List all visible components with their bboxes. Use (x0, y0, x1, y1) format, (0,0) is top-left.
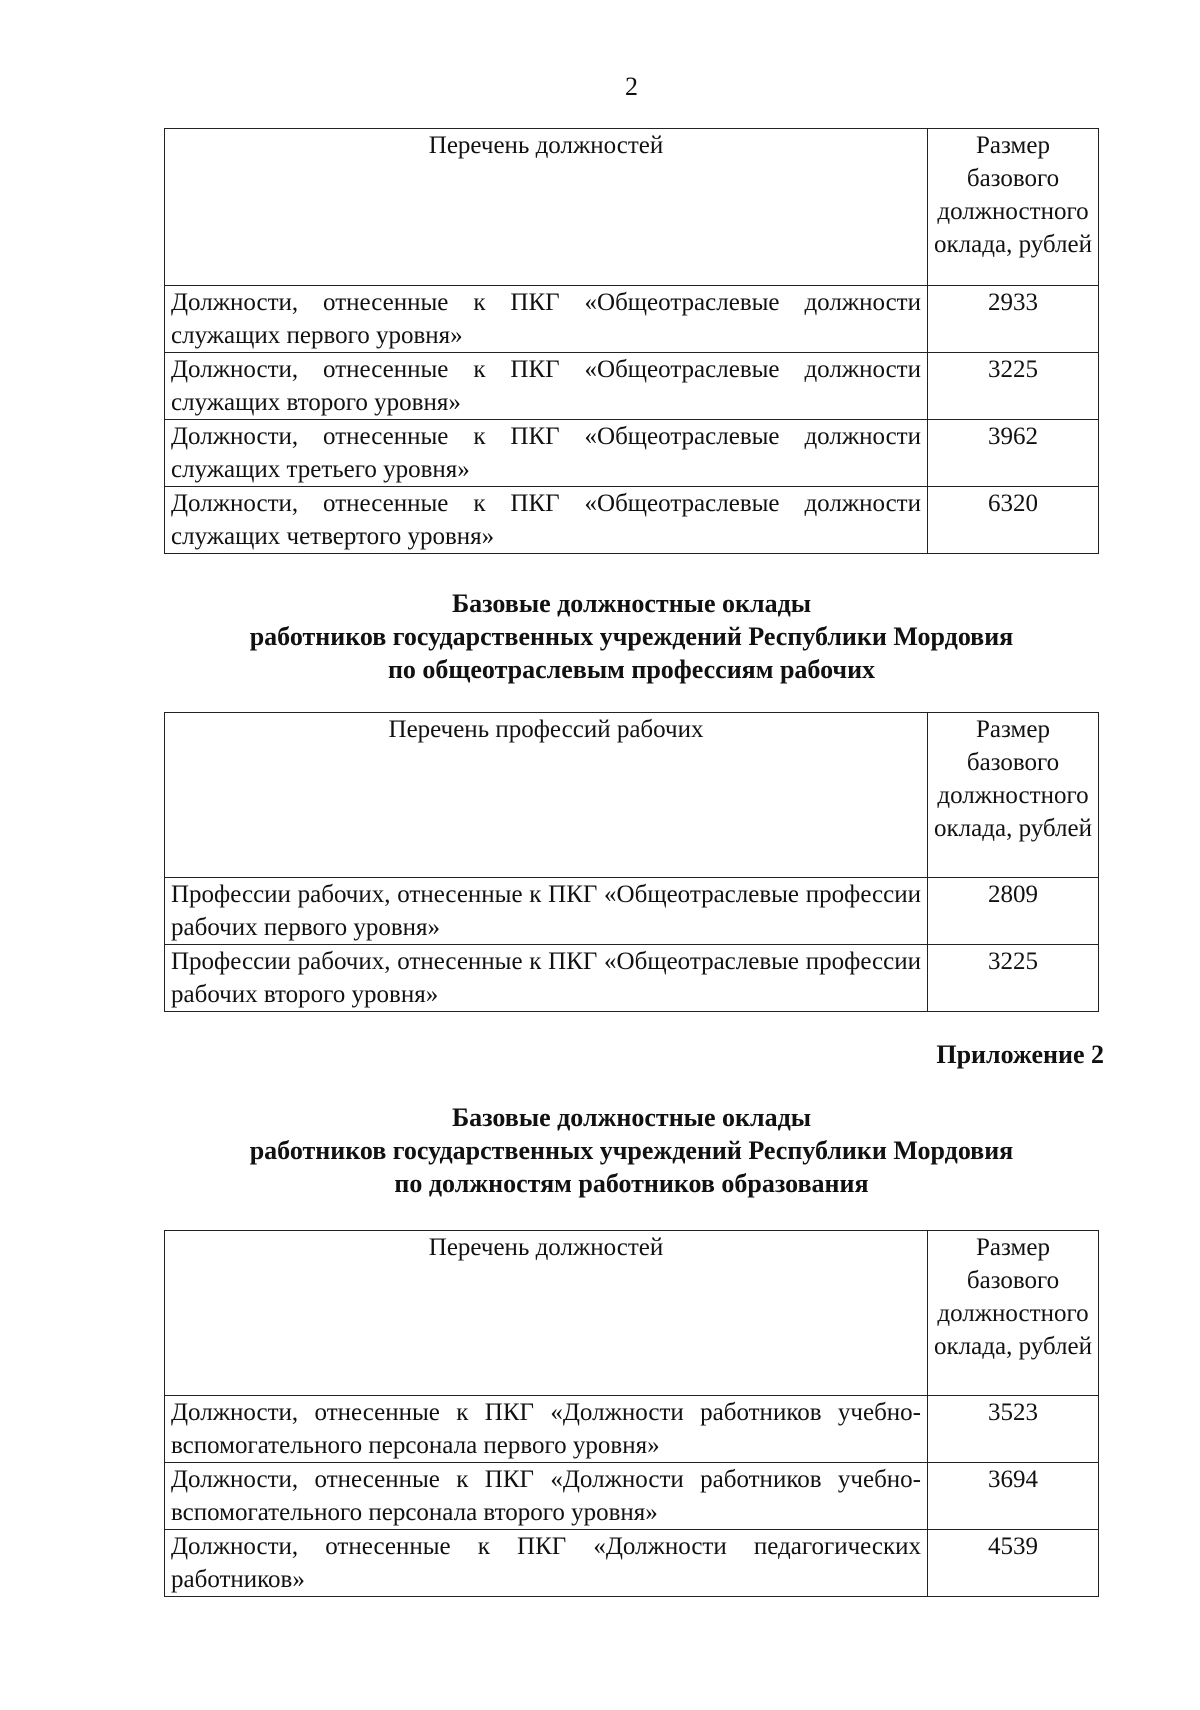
row-position-name: Должности, отнесенные к ПКГ «Должности работников учебно-вспомогательного персонала второго уровня» (165, 1463, 928, 1530)
table-header-row (165, 1231, 1099, 1396)
row-salary-value: 3523 (928, 1396, 1099, 1463)
section-title-line: Базовые должностные оклады (451, 589, 812, 618)
row-salary-value: 3225 (928, 353, 1099, 420)
table-row (165, 1396, 1099, 1463)
salary-table-education (164, 1230, 1099, 1597)
section-title-education (164, 1101, 1099, 1200)
section-title-line: работников государственных учреждений Республики Мордовия (249, 1136, 1014, 1165)
column-header-professions: Перечень профессий рабочих (165, 713, 928, 878)
row-position-name: Должности, отнесенные к ПКГ «Общеотраслевые должности служащих второго уровня» (165, 353, 928, 420)
section-title-line: по общеотраслевым профессиям рабочих (387, 655, 876, 684)
row-salary-value: 2809 (928, 878, 1099, 945)
salary-table-workers (164, 712, 1099, 1012)
row-salary-value: 2933 (928, 286, 1099, 353)
table-row (165, 1463, 1099, 1530)
table-header-row (165, 129, 1099, 286)
row-salary-value: 4539 (928, 1530, 1099, 1597)
row-profession-name: Профессии рабочих, отнесенные к ПКГ «Общеотраслевые профессии рабочих первого уровня» (165, 878, 928, 945)
section-title-line: Базовые должностные оклады (451, 1103, 812, 1132)
table-row (165, 945, 1099, 1012)
table-row (165, 487, 1099, 554)
section-title-line: работников государственных учреждений Республики Мордовия (249, 622, 1014, 651)
row-salary-value: 3225 (928, 945, 1099, 1012)
page-number: 2 (625, 72, 638, 101)
table-row (165, 286, 1099, 353)
row-salary-value: 3962 (928, 420, 1099, 487)
section-title-line: по должностям работников образования (394, 1169, 869, 1198)
column-header-positions: Перечень должностей (165, 1231, 928, 1396)
table-row (165, 353, 1099, 420)
column-header-salary: Размер базового должностного оклада, рублей (928, 713, 1099, 878)
row-position-name: Должности, отнесенные к ПКГ «Общеотраслевые должности служащих третьего уровня» (165, 420, 928, 487)
section-title-workers (164, 587, 1099, 686)
row-position-name: Должности, отнесенные к ПКГ «Общеотраслевые должности служащих первого уровня» (165, 286, 928, 353)
table-row (165, 420, 1099, 487)
appendix-label: Приложение 2 (936, 1040, 1104, 1069)
column-header-salary: Размер базового должностного оклада, рублей (928, 1231, 1099, 1396)
row-salary-value: 6320 (928, 487, 1099, 554)
column-header-positions: Перечень должностей (165, 129, 928, 286)
table-row (165, 878, 1099, 945)
table-row (165, 1530, 1099, 1597)
column-header-salary: Размер базового должностного оклада, рублей (928, 129, 1099, 286)
row-position-name: Должности, отнесенные к ПКГ «Должности педагогических работников» (165, 1530, 928, 1597)
row-position-name: Должности, отнесенные к ПКГ «Общеотраслевые должности служащих четвертого уровня» (165, 487, 928, 554)
row-position-name: Должности, отнесенные к ПКГ «Должности работников учебно-вспомогательного персонала первого уровня» (165, 1396, 928, 1463)
row-salary-value: 3694 (928, 1463, 1099, 1530)
row-profession-name: Профессии рабочих, отнесенные к ПКГ «Общеотраслевые профессии рабочих второго уровня» (165, 945, 928, 1012)
table-header-row (165, 713, 1099, 878)
salary-table-general-staff (164, 128, 1099, 554)
